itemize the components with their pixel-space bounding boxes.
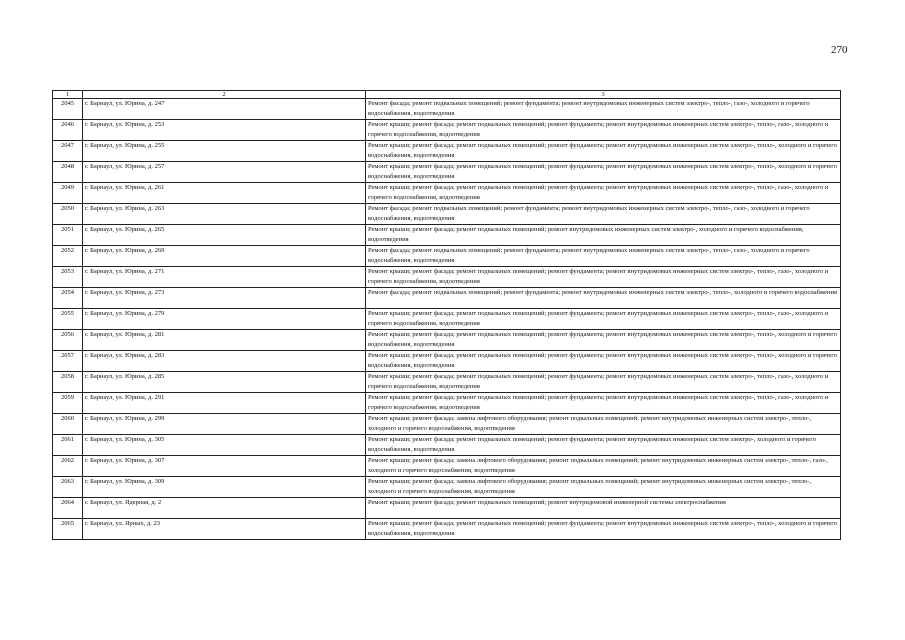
table-row [53, 267, 841, 288]
address-cell: г. Барнаул, ул. Ядерная, д. 2 [83, 498, 366, 519]
address-cell: г. Барнаул, ул. Юрина, д. 305 [83, 435, 366, 456]
row-number-cell: 2055 [53, 309, 83, 330]
table-row [53, 99, 841, 120]
row-number-cell: 2064 [53, 498, 83, 519]
table-row [53, 162, 841, 183]
row-number-cell: 2058 [53, 372, 83, 393]
row-number-cell: 2051 [53, 225, 83, 246]
header-cell: 3 [366, 91, 841, 99]
works-cell: Ремонт крыши; ремонт фасада; ремонт подвальных помещений; ремонт фундамента; ремонт внутридомовых инженерных систем электро-, тепло-, газо-, холодного и горячего водоснабжения, водоотведения [366, 372, 841, 393]
row-number-cell: 2046 [53, 120, 83, 141]
row-number-cell: 2057 [53, 351, 83, 372]
address-cell: г. Барнаул, ул. Юрина, д. 283 [83, 351, 366, 372]
row-number-cell: 2049 [53, 183, 83, 204]
table-row [53, 225, 841, 246]
header-cell: 2 [83, 91, 366, 99]
page-number: 270 [831, 44, 848, 56]
row-number-cell: 2063 [53, 477, 83, 498]
table-row [53, 120, 841, 141]
works-cell: Ремонт крыши; ремонт фасада; ремонт подвальных помещений; ремонт фундамента; ремонт внутридомовых инженерных систем электро-, тепло-, газо-, холодного и горячего водоснабжения, водоотведения [366, 267, 841, 288]
address-cell: г. Барнаул, ул. Юрина, д. 255 [83, 141, 366, 162]
row-number-cell: 2059 [53, 393, 83, 414]
header-cell: 1 [53, 91, 83, 99]
works-cell: Ремонт крыши; ремонт фасада; замена лифтового оборудования; ремонт подвальных помещений; ремонт внутридомовых инженерных систем электро-, тепло-, газо-, холодного и горячего водоснабжения, водоотведения [366, 456, 841, 477]
table-row [53, 330, 841, 351]
works-cell: Ремонт крыши; ремонт фасада; ремонт подвальных помещений; ремонт фундамента; ремонт внутридомовых инженерных систем электро-, тепло-, холодного и горячего водоснабжения, водоотведения [366, 351, 841, 372]
table-row [53, 183, 841, 204]
table-row [53, 456, 841, 477]
works-cell: Ремонт фасада; ремонт подвальных помещений; ремонт фундамента; ремонт внутридомовых инженерных систем электро-, тепло-, газо-, холодного и горячего водоснабжения, водоотведения [366, 246, 841, 267]
row-number-cell: 2052 [53, 246, 83, 267]
address-cell: г. Барнаул, ул. Юрина, д. 299 [83, 414, 366, 435]
table-row [53, 246, 841, 267]
row-number-cell: 2061 [53, 435, 83, 456]
row-number-cell: 2062 [53, 456, 83, 477]
table-row [53, 351, 841, 372]
works-cell: Ремонт крыши; ремонт фасада; ремонт подвальных помещений; ремонт внутридомовой инженерной системы электроснабжения [366, 498, 841, 519]
row-number-cell: 2050 [53, 204, 83, 225]
table-row [53, 309, 841, 330]
works-cell: Ремонт крыши; ремонт фасада; ремонт подвальных помещений; ремонт фундамента; ремонт внутридомовых инженерных систем электро-, холодного и горячего водоснабжения, водоотведения [366, 435, 841, 456]
works-cell: Ремонт крыши; ремонт фасада; ремонт подвальных помещений; ремонт фундамента; ремонт внутридомовых инженерных систем электро-, тепло-, газо-, холодного и горячего водоснабжения, водоотведения [366, 183, 841, 204]
table-row [53, 288, 841, 309]
address-cell: г. Барнаул, ул. Юрина, д. 291 [83, 393, 366, 414]
works-cell: Ремонт крыши; ремонт фасада; замена лифтового оборудования; ремонт подвальных помещений; ремонт внутридомовых инженерных систем электро-, тепло-, холодного и горячего водоснабжения, водоотведения [366, 414, 841, 435]
address-cell: г. Барнаул, ул. Юрина, д. 281 [83, 330, 366, 351]
works-cell: Ремонт фасада; ремонт подвальных помещений; ремонт фундамента; ремонт внутридомовых инженерных систем электро-, тепло-, холодного и горячего водоснабжения [366, 288, 841, 309]
row-number-cell: 2065 [53, 519, 83, 540]
address-cell: г. Барнаул, ул. Юрина, д. 271 [83, 267, 366, 288]
address-cell: г. Барнаул, ул. Юрина, д. 247 [83, 99, 366, 120]
works-cell: Ремонт крыши; ремонт фасада; ремонт подвальных помещений; ремонт фундамента; ремонт внутридомовых инженерных систем электро-, тепло-, холодного и горячего водоснабжения, водоотведения [366, 141, 841, 162]
table-row [53, 141, 841, 162]
works-cell: Ремонт крыши; ремонт фасада; ремонт подвальных помещений; ремонт внутридомовых инженерных систем электро-, холодного и горячего водоснабжения, водоотведения [366, 225, 841, 246]
row-number-cell: 2048 [53, 162, 83, 183]
table-row [53, 204, 841, 225]
table-row [53, 435, 841, 456]
works-cell: Ремонт крыши; ремонт фасада; ремонт подвальных помещений; ремонт фундамента; ремонт внутридомовых инженерных систем электро-, тепло-, холодного и горячего водоснабжения, водоотведения [366, 330, 841, 351]
address-cell: г. Барнаул, ул. Юрина, д. 309 [83, 477, 366, 498]
table-row [53, 414, 841, 435]
row-number-cell: 2047 [53, 141, 83, 162]
table-row [53, 498, 841, 519]
address-cell: г. Барнаул, ул. Юрина, д. 265 [83, 225, 366, 246]
address-cell: г. Барнаул, ул. Юрина, д. 307 [83, 456, 366, 477]
works-cell: Ремонт крыши; ремонт фасада; замена лифтового оборудования; ремонт подвальных помещений; ремонт внутридомовых инженерных систем электро-, тепло-, холодного и горячего водоснабжения, водоотведения [366, 477, 841, 498]
table-row [53, 519, 841, 540]
row-number-cell: 2053 [53, 267, 83, 288]
address-cell: г. Барнаул, ул. Юрина, д. 273 [83, 288, 366, 309]
works-cell: Ремонт фасада; ремонт подвальных помещений; ремонт фундамента; ремонт внутридомовых инженерных систем электро-, тепло-, газо-, холодного и горячего водоснабжения, водоотведения [366, 99, 841, 120]
table-row [53, 393, 841, 414]
table-header-row [53, 91, 841, 99]
repair-table [52, 90, 841, 540]
address-cell: г. Барнаул, ул. Юрина, д. 253 [83, 120, 366, 141]
row-number-cell: 2054 [53, 288, 83, 309]
works-cell: Ремонт крыши; ремонт фасада; ремонт подвальных помещений; ремонт фундамента; ремонт внутридомовых инженерных систем электро-, тепло-, газо-, холодного и горячего водоснабжения, водоотведения [366, 120, 841, 141]
address-cell: г. Барнаул, ул. Юрина, д. 263 [83, 204, 366, 225]
works-cell: Ремонт крыши; ремонт фасада; ремонт подвальных помещений; ремонт фундамента; ремонт внутридомовых инженерных систем электро-, тепло-, холодного и горячего водоснабжения, водоотведения [366, 162, 841, 183]
row-number-cell: 2060 [53, 414, 83, 435]
table-row [53, 477, 841, 498]
works-cell: Ремонт крыши; ремонт фасада; ремонт подвальных помещений; ремонт фундамента; ремонт внутридомовых инженерных систем электро-, тепло-, холодного и горячего водоснабжения, водоотведения [366, 519, 841, 540]
works-cell: Ремонт крыши; ремонт фасада; ремонт подвальных помещений; ремонт фундамента; ремонт внутридомовых инженерных систем электро-, тепло-, газо-, холодного и горячего водоснабжения, водоотведения [366, 393, 841, 414]
address-cell: г. Барнаул, ул. Юрина, д. 261 [83, 183, 366, 204]
works-cell: Ремонт крыши; ремонт фасада; ремонт подвальных помещений; ремонт фундамента; ремонт внутридомовых инженерных систем электро-, тепло-, газо-, холодного и горячего водоснабжения, водоотведения [366, 309, 841, 330]
row-number-cell: 2056 [53, 330, 83, 351]
table-row [53, 372, 841, 393]
row-number-cell: 2045 [53, 99, 83, 120]
address-cell: г. Барнаул, ул. Ярных, д. 23 [83, 519, 366, 540]
address-cell: г. Барнаул, ул. Юрина, д. 257 [83, 162, 366, 183]
address-cell: г. Барнаул, ул. Юрина, д. 279 [83, 309, 366, 330]
address-cell: г. Барнаул, ул. Юрина, д. 285 [83, 372, 366, 393]
address-cell: г. Барнаул, ул. Юрина, д. 269 [83, 246, 366, 267]
works-cell: Ремонт фасада; ремонт подвальных помещений; ремонт фундамента; ремонт внутридомовых инженерных систем электро-, тепло-, газо-, холодного и горячего водоснабжения, водоотведения [366, 204, 841, 225]
